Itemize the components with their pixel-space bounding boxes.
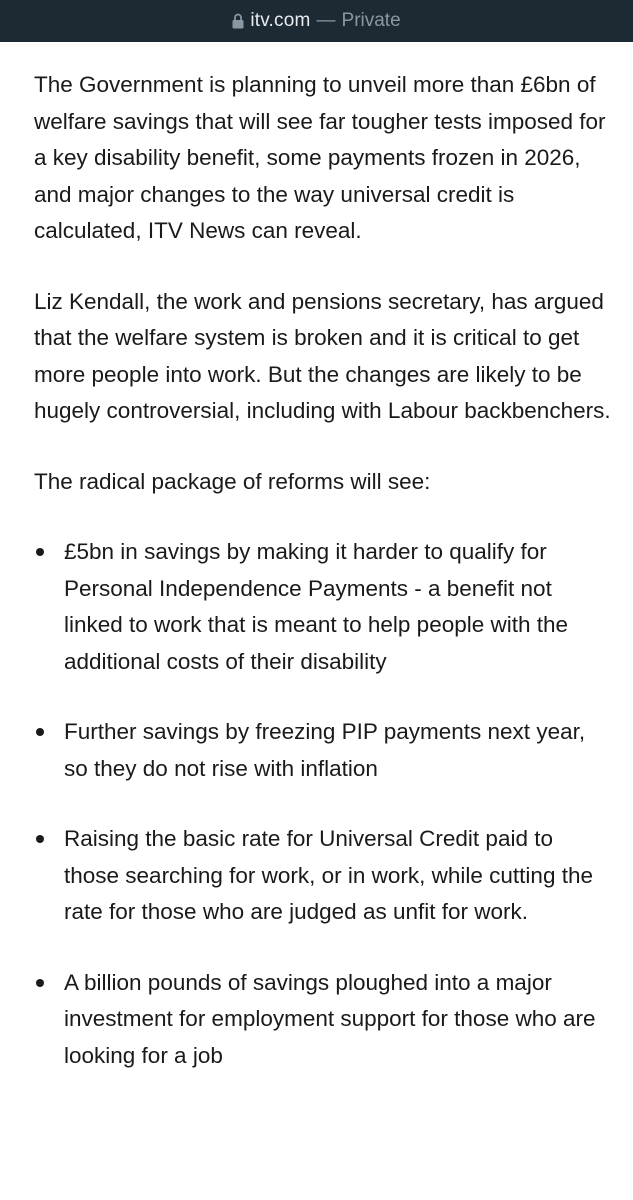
lock-icon (232, 13, 244, 29)
list-item (34, 965, 614, 1075)
bullet-dot-icon (36, 728, 44, 736)
private-mode-label: Private (341, 10, 401, 31)
bullet-dot-icon (36, 548, 44, 556)
browser-url-bar[interactable] (0, 0, 633, 42)
article-paragraph-package: The radical package of reforms will see: (34, 468, 431, 494)
list-item-text: A billion pounds of savings ploughed into a major investment for employment support for those who are looking for a job (64, 969, 596, 1068)
article-paragraph-kendall: Liz Kendall, the work and pensions secretary, has argued that the welfare system is broken and it is critical to get more people into work. But the changes are likely to be hugely controversial, including with Labour backbenchers. (34, 288, 611, 423)
article-body (34, 67, 614, 1108)
reform-list (34, 534, 614, 1074)
list-item (34, 534, 614, 680)
bullet-dot-icon (36, 979, 44, 987)
url-domain: itv.com (250, 10, 311, 31)
bullet-dot-icon (36, 835, 44, 843)
list-item-text: Raising the basic rate for Universal Credit paid to those searching for work, or in work, while cutting the rate for those who are judged as unfit for work. (64, 826, 593, 924)
article-paragraph-intro: The Government is planning to unveil more than £6bn of welfare savings that will see far tougher tests imposed for a key disability benefit, some payments frozen in 2026, and major changes to the way universal credit is calculated, ITV News can reveal. (34, 72, 606, 243)
url-separator: — (316, 10, 336, 31)
list-item-text: £5bn in savings by making it harder to qualify for Personal Independence Payments - a benefit not linked to work that is meant to help people with the additional costs of their disability (64, 539, 569, 674)
list-item-text: Further savings by freezing PIP payments next year, so they do not rise with inflation (64, 719, 586, 781)
list-item (34, 821, 614, 931)
list-item (34, 714, 614, 787)
